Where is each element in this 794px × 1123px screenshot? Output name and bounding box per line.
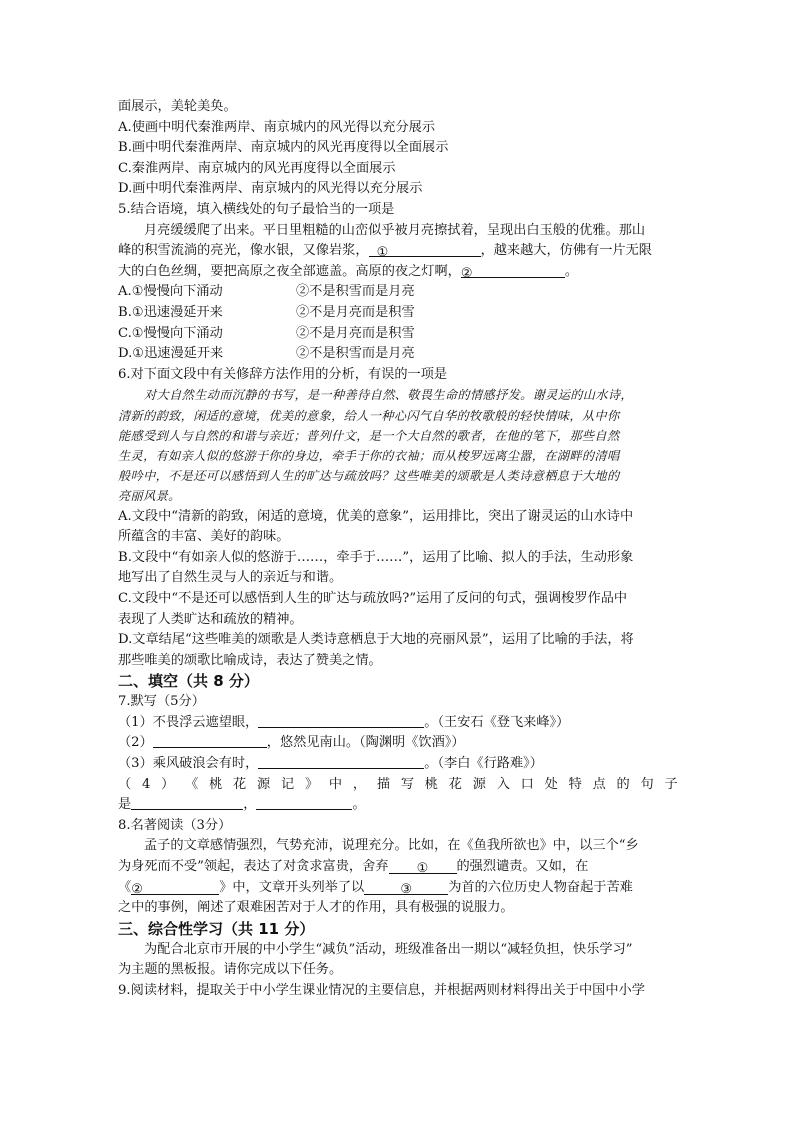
fill-line [118, 733, 678, 754]
option-a: A.文段中“清新的韵致，闲适的意境，优美的意象”，运用排比，突出了谢灵运的山水诗中 [118, 508, 634, 524]
justified-char: 花 [448, 776, 462, 792]
text: 《 [118, 879, 132, 895]
text-line: 面展示，美轮美奂。 [118, 99, 237, 114]
answer-blank [256, 795, 352, 810]
answer-blank [258, 713, 424, 728]
justified-char: 句 [640, 776, 654, 792]
passage-line: 孟子的文章感情强烈，气势充沛，说理充分。比如，在《鱼我所欲也》中，以三个“乡 [144, 838, 639, 854]
text: 为身死而不受”领起，表达了对贪求富贵，舍弃 [118, 859, 389, 875]
option-a-cont: 所蕴含的丰富、美好的韵味。 [118, 529, 290, 545]
option-c: C.①慢慢向下涌动 [118, 325, 223, 341]
exam-page [118, 97, 678, 1002]
justified-char: 记 [280, 776, 295, 792]
question-7: 7.默写（5分） [118, 694, 205, 710]
answer-blank [153, 733, 267, 748]
blank-2: ② [131, 880, 219, 895]
option-b: B.文段中“有如亲人似的悠游于……，牵手于……”，运用了比喻、拟人的手法，生动形象 [118, 549, 634, 565]
option-b-cont: 地写出了自然生灵与人的亲近与和谐。 [118, 570, 343, 586]
justified-char: ） [161, 776, 175, 792]
justified-char: 写 [400, 776, 415, 792]
section-heading: 二、填空（共 8 分） [118, 672, 259, 691]
option-a: A.①慢慢向下涌动 [118, 284, 223, 300]
option-d: D.文章结尾“这些唯美的颂歌是人类诗意栖息于大地的亮丽风景”，运用了比喻的手法，将 [118, 632, 634, 648]
justified-char: 源 [472, 776, 486, 792]
question-6: 6.对下面文段中有关修辞方法作用的分析，有误的一项是 [118, 366, 448, 382]
text: 》中，文章开头列举了以 [219, 879, 365, 895]
quoted-passage-line: 能感受到人与自然的和谐与亲近；普列什文，是一个大自然的歌者，在他的笔下，那些自然 [118, 428, 620, 443]
text: 是 [118, 797, 132, 813]
text: 。 [564, 263, 579, 279]
justified-char: 口 [520, 776, 534, 792]
option-row [118, 282, 678, 303]
option-row [118, 324, 678, 345]
quoted-passage-line: 生灵，有如亲人似的悠游于你的身边，牵手于你的衣袖；而从梭罗远离尘嚣，在湖畔的清唱 [118, 448, 620, 463]
quoted-passage-line: 般吟中，不是还可以感悟到人生的旷达与疏放吗？这些唯美的颂歌是人类诗意栖息于大地的 [118, 469, 620, 484]
justified-char: （ [118, 776, 132, 792]
section-heading: 三、综合性学习（共 11 分） [118, 919, 315, 938]
justified-char: 花 [233, 776, 247, 792]
text: ，越来越大，仿佛有一片无限 [480, 243, 652, 259]
passage-line [118, 262, 678, 283]
justified-char: 》 [304, 776, 319, 792]
justified-char: 4 [141, 776, 151, 792]
quoted-passage-line: 亮丽风景。 [118, 489, 181, 504]
justified-char: 中 [328, 776, 343, 792]
text: 。（王安石《登飞来峰》） [424, 714, 570, 730]
answer-blank [258, 754, 424, 769]
passage-line [118, 878, 678, 899]
justified-char: 入 [496, 776, 510, 792]
option-row [118, 344, 678, 365]
option-c-2: ②不是月亮而是积雪 [296, 325, 415, 341]
text: （1）不畏浮云遮望眼， [118, 714, 259, 730]
text: 的强烈谴责。又如，在 [456, 859, 589, 875]
justified-char: 处 [544, 776, 558, 792]
option-d: D.①迅速漫延开来 [118, 346, 224, 362]
option-c: C.文段中“不是还可以感悟到人生的旷达与疏放吗?”运用了反问的句式，强调梭罗作品中 [118, 590, 628, 606]
fill-line [118, 795, 678, 816]
option-d: D.画中明代秦淮两岸、南京城内的风光得以充分展示 [118, 181, 423, 197]
fill-line [118, 754, 678, 775]
text: ， [243, 797, 257, 813]
option-b: B.①迅速漫延开来 [118, 304, 223, 320]
text: （2） [118, 735, 153, 751]
passage-line: 为配合北京市开展的中小学生“减负”活动，班级准备出一期以“减轻负担，快乐学习” [144, 941, 633, 957]
question-5: 5.结合语境，填入横线处的句子最恰当的一项是 [118, 201, 395, 217]
justified-char: 特 [568, 776, 582, 792]
passage-line: 之中的事例，阐述了艰难困苦对于人才的作用，具有极强的说服力。 [118, 900, 514, 916]
option-b-2: ②不是月亮而是积雪 [296, 304, 415, 320]
text: 为首的六位历史人物奋起于苦难 [448, 879, 633, 895]
quoted-passage-line: 对大自然生动而沉静的书写，是一种善待自然、敬畏生命的情感抒发。谢灵运的山水诗， [144, 388, 633, 403]
text: 峰的积雪流淌的亮光，像水银，又像岩浆， [118, 243, 369, 259]
option-a-2: ②不是积雪而是月亮 [296, 284, 415, 300]
text: 。（李白《行路难》） [424, 756, 543, 772]
question-8: 8.名著阅读（3分） [118, 817, 232, 833]
question-9: 9.阅读材料，提取关于中小学生课业情况的主要信息，并根据两则材料得出关于中国中小学 [118, 983, 645, 998]
passage-line: 月亮缓缓爬了出来。平日里粗糙的山峦似乎被月亮擦拭着，呈现出白玉般的优雅。那山 [144, 222, 646, 238]
text: ，悠然见南山。（陶渊明《饮酒》） [266, 735, 465, 751]
justified-char: 桃 [424, 776, 438, 792]
option-d-cont: 那些唯美的颂歌比喻成诗，表达了赞美之情。 [118, 652, 382, 668]
justified-char: 源 [257, 776, 271, 792]
answer-blank [131, 795, 243, 810]
passage-line [118, 241, 678, 262]
justified-char: 点 [592, 776, 606, 792]
fill-line [118, 713, 678, 734]
passage-line [118, 857, 678, 878]
quoted-passage-line: 清新的韵致，闲适的意境，优美的意象，给人一种心闪气自华的牧歌般的轻快情味，从中你 [118, 408, 620, 423]
option-b: B.画中明代秦淮两岸、南京城内的风光再度得以全面展示 [118, 140, 449, 156]
passage-line: 为主题的黑板报。请你完成以下任务。 [118, 962, 343, 978]
text: 大的白色丝绸，要把高原之夜全部遮盖。高原的夜之灯啊， [118, 263, 461, 279]
fill-line-justified [118, 775, 678, 796]
justified-char: 描 [376, 776, 391, 792]
justified-char: ， [352, 776, 367, 792]
blank-2: ② [461, 264, 565, 278]
option-a: A.使画中明代秦淮两岸、南京城内的风光得以充分展示 [118, 119, 436, 135]
text: 。 [352, 797, 366, 813]
option-c-cont: 表现了人类旷达和疏放的精神。 [118, 611, 303, 627]
option-d-2: ②不是积雪而是月亮 [296, 346, 415, 362]
blank-1: ① [369, 243, 481, 257]
option-c: C.秦淮两岸、南京城内的风光再度得以全面展示 [118, 160, 396, 176]
justified-char: 的 [616, 776, 630, 792]
justified-char: 《 [185, 776, 199, 792]
justified-char: 桃 [209, 776, 223, 792]
justified-char: 子 [664, 776, 678, 792]
text: （3）乘风破浪会有时， [118, 756, 259, 772]
blank-3: ③ [364, 880, 448, 895]
option-row [118, 303, 678, 324]
blank-1: ① [389, 859, 457, 874]
